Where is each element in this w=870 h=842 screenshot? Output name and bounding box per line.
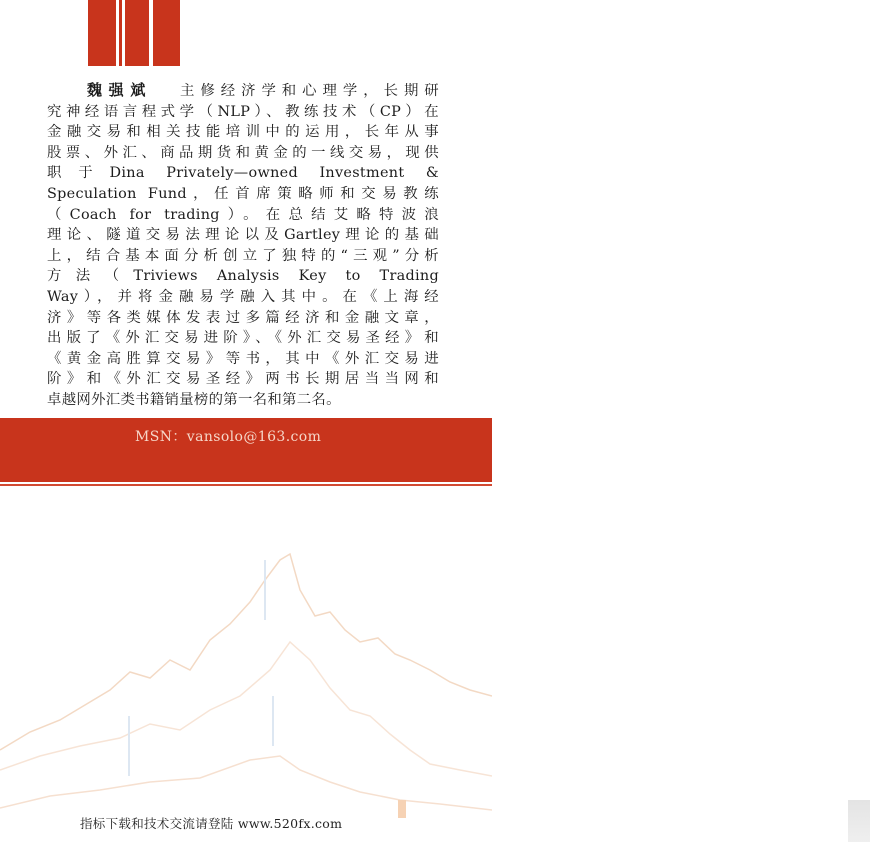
bio-line: 职于Dina Privately—owned Investment & — [47, 165, 439, 182]
bio-line: 金融交易和相关技能培训中的运用，长年从事 — [47, 124, 439, 141]
top-bar-4 — [153, 0, 180, 66]
bio-line: 《黄金高胜算交易》等书，其中《外汇交易进 — [47, 350, 439, 367]
band-rule — [0, 484, 492, 486]
top-bar-1 — [88, 0, 116, 66]
faded-candle — [264, 560, 266, 620]
faded-candle — [128, 716, 130, 776]
faded-line-lower — [0, 642, 492, 776]
bio-line: 济》等各类媒体发表过多篇经济和金融文章， — [47, 309, 439, 326]
bio-line: 出版了《外汇交易进阶》、《外汇交易圣经》和 — [47, 330, 439, 347]
bio-line-first: 魏强斌 主修经济学和心理学，长期研 — [87, 81, 439, 99]
author-bio — [47, 80, 439, 411]
faded-chart-decoration — [0, 520, 492, 820]
top-bar-3 — [125, 0, 149, 66]
bio-line: Way），并将金融易学融入其中。在《上海经 — [47, 288, 439, 305]
top-bar-2 — [119, 0, 122, 66]
decorative-top-bars — [88, 0, 180, 66]
footer-website-note: 指标下载和技术交流请登陆 www.520fx.com — [80, 816, 343, 831]
bio-line: 股票、外汇、商品期货和黄金的一线交易，现供 — [47, 144, 439, 161]
bio-line: 究神经语言程式学（NLP）、教练技术（CP）在 — [47, 103, 439, 120]
bio-line: 卓越网外汇类书籍销量榜的第一名和第二名。 — [47, 391, 341, 408]
decorative-small-bar — [398, 800, 406, 818]
author-name: 魏强斌 — [87, 81, 153, 99]
bio-line: 阶》和《外汇交易圣经》两书长期居当当网和 — [47, 371, 439, 388]
faded-line-bottom — [0, 756, 492, 810]
bio-line: 理论、隧道交易法理论以及Gartley理论的基础 — [47, 227, 439, 244]
page-edge-shadow — [848, 800, 870, 842]
bio-line: （Coach for trading）。在总结艾略特波浪 — [47, 206, 439, 223]
faded-line-upper — [0, 554, 492, 750]
contact-msn: MSN：vansolo@163.com — [135, 429, 322, 445]
faded-candle — [272, 696, 274, 746]
bio-line: 方法（Triviews Analysis Key to Trading — [47, 268, 439, 285]
bio-line: 上，结合基本面分析创立了独特的“三观”分析 — [47, 247, 439, 264]
bio-line: Speculation Fund，任首席策略师和交易教练 — [47, 185, 439, 202]
